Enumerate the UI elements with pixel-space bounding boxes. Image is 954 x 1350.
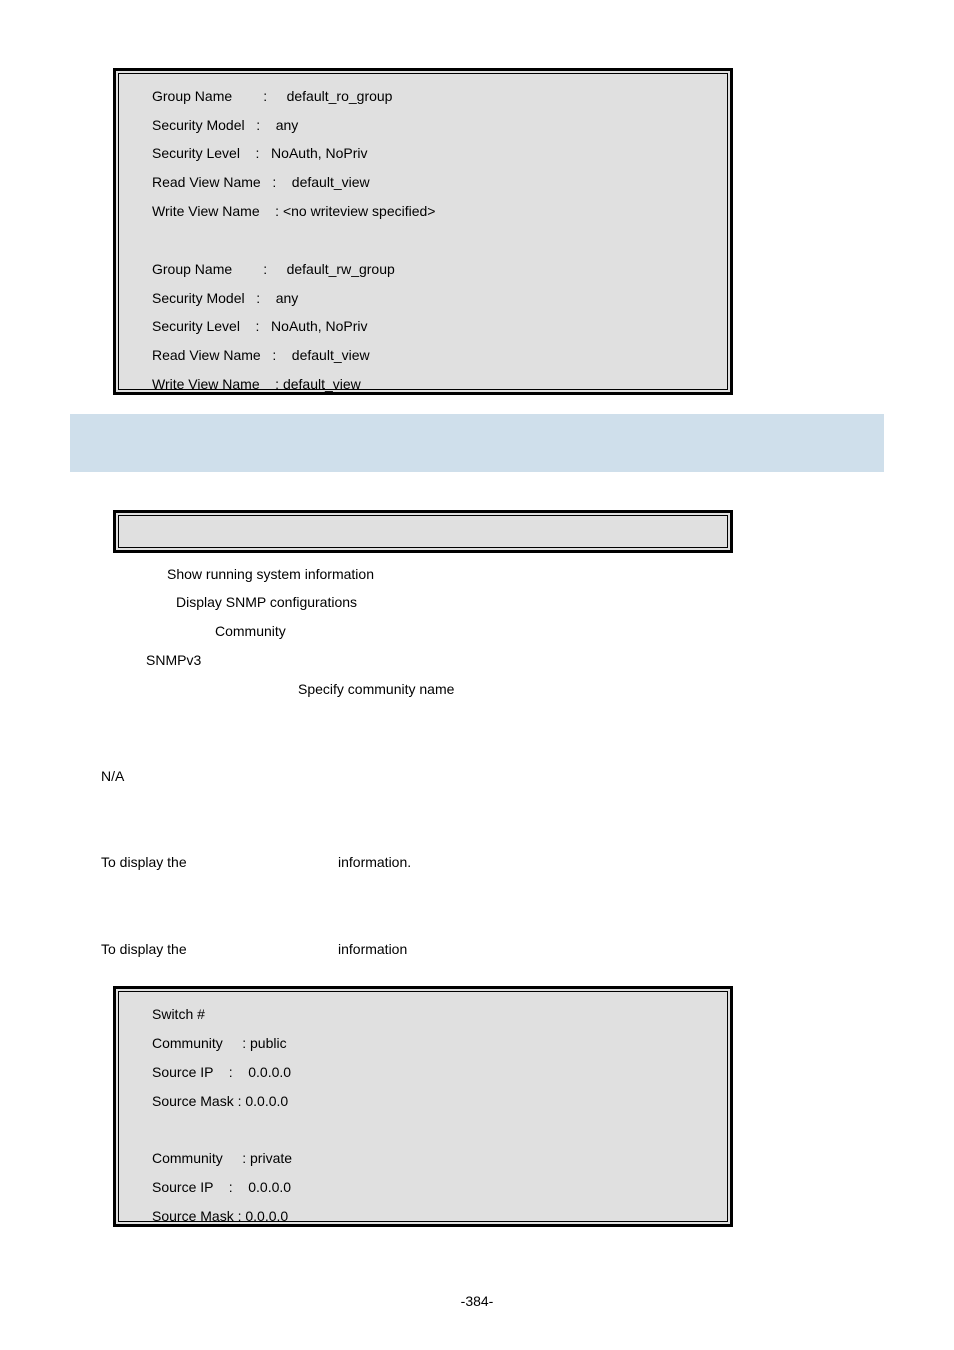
param-snmp-desc: Display SNMP configurations xyxy=(176,594,358,610)
console-box-community-output xyxy=(113,986,733,1227)
param-show-desc: Show running system information xyxy=(167,566,374,582)
console-line: Group Name : default_rw_group xyxy=(152,261,395,277)
console-line: Security Model : any xyxy=(152,117,299,133)
usage-line-2-pre: To display the xyxy=(101,941,187,957)
console-line: Security Level : NoAuth, NoPriv xyxy=(152,145,368,161)
console-line: Security Level : NoAuth, NoPriv xyxy=(152,318,368,334)
console-line: Write View Name : default_view xyxy=(152,376,361,392)
console-line: Write View Name : <no writeview specified> xyxy=(152,203,436,219)
console-box-group-output xyxy=(113,68,733,395)
command-syntax-box xyxy=(113,510,733,553)
page-number: -384- xyxy=(460,1293,494,1309)
console-line: Source Mask : 0.0.0.0 xyxy=(152,1208,289,1224)
console-line: Source IP : 0.0.0.0 xyxy=(152,1064,292,1080)
usage-line-2-post: information xyxy=(338,941,408,957)
usage-line-1-pre: To display the xyxy=(101,854,187,870)
console-line: Security Model : any xyxy=(152,290,299,306)
console-line: Read View Name : default_view xyxy=(152,347,370,363)
section-heading-band xyxy=(70,414,884,472)
console-line: Community : public xyxy=(152,1035,287,1051)
param-community-name-desc: Specify community name xyxy=(298,681,455,697)
console-line: Source IP : 0.0.0.0 xyxy=(152,1179,292,1195)
default-value: N/A xyxy=(101,768,125,784)
console-line: Read View Name : default_view xyxy=(152,174,370,190)
console-line: Source Mask : 0.0.0.0 xyxy=(152,1093,289,1109)
param-snmpv3-desc: SNMPv3 xyxy=(146,652,202,668)
usage-line-1-post: information. xyxy=(338,854,412,870)
console-line: Switch # xyxy=(152,1006,205,1022)
console-line: Group Name : default_ro_group xyxy=(152,88,393,104)
param-community-desc: Community xyxy=(215,623,286,639)
console-line: Community : private xyxy=(152,1150,293,1166)
